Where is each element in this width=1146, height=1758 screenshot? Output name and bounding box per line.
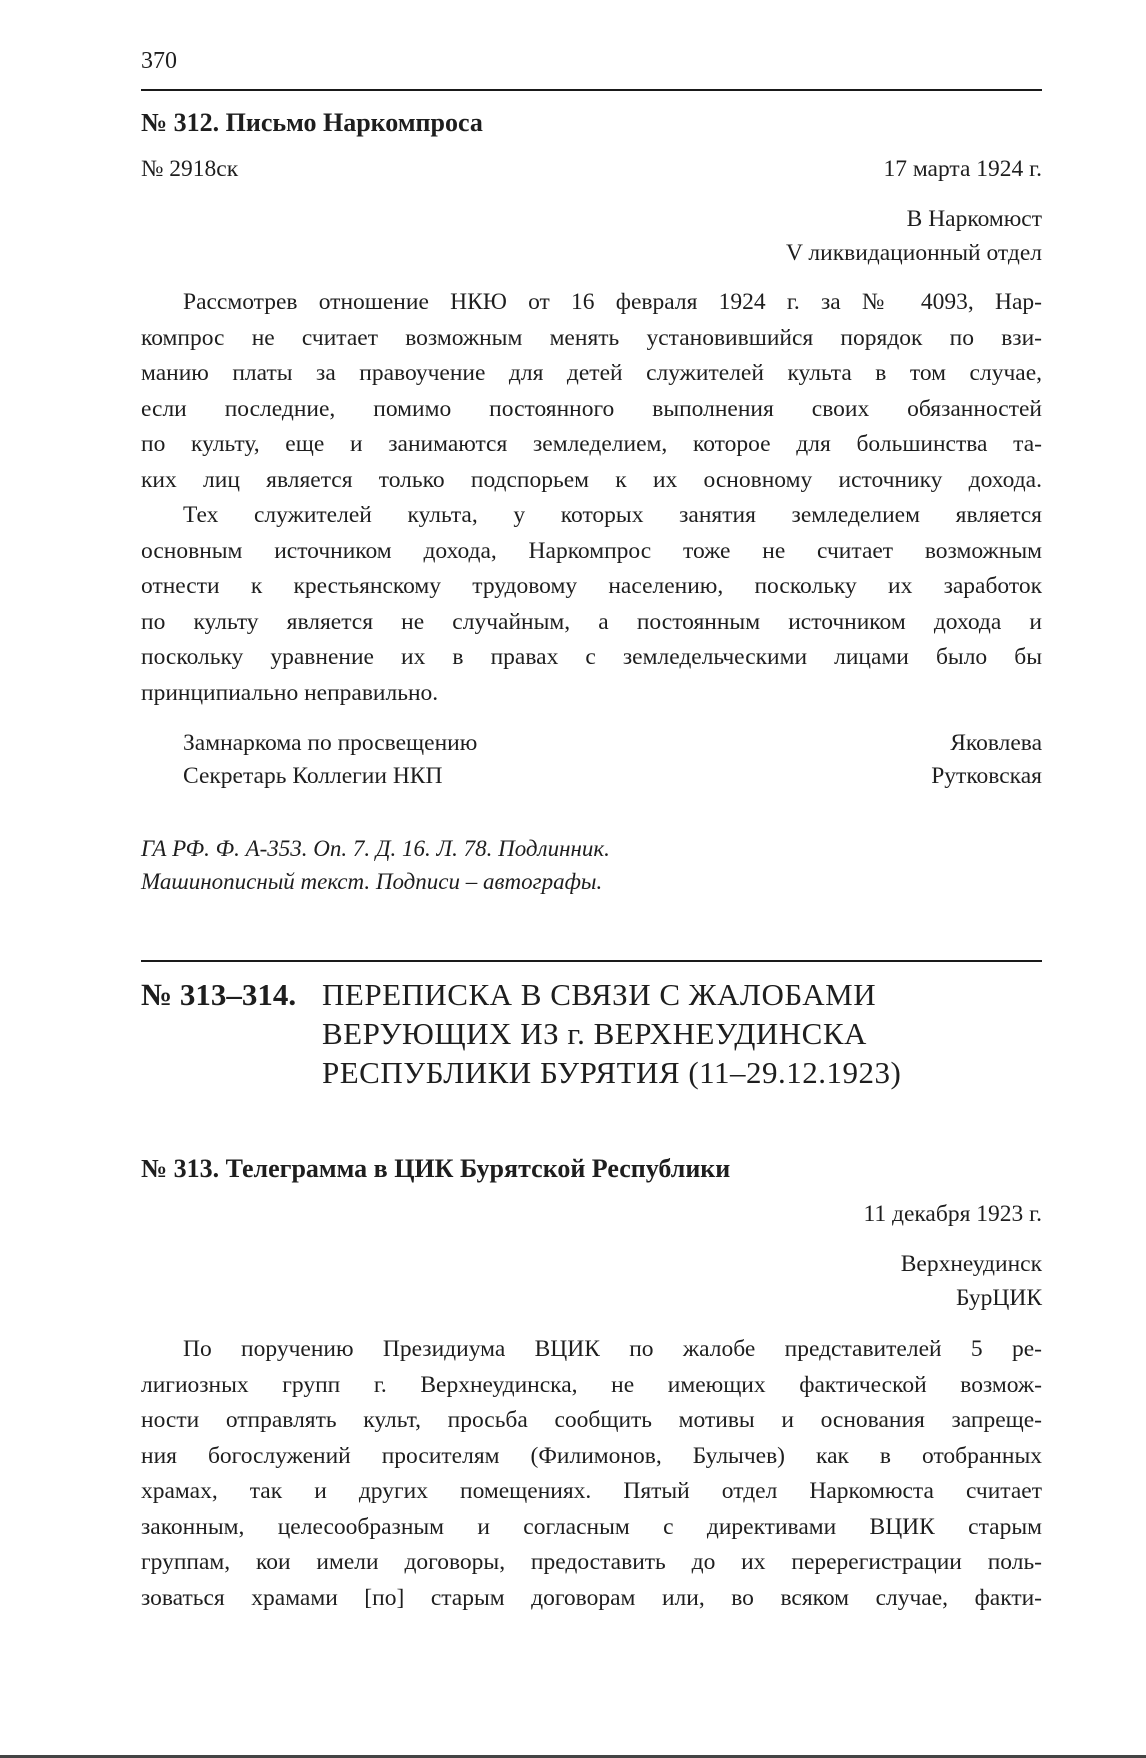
text-line: зоваться храмами [по] старым договорам или, во всяком случае, факти-	[141, 1584, 1042, 1611]
text-line: Рассмотрев отношение НКЮ от 16 февраля 1924 г. за № 4093, Нар-	[183, 289, 1042, 315]
text-line: лигиозных групп г. Верхнеудинска, не имеющих фактической возмож-	[141, 1371, 1042, 1398]
text-line: по культу является не случайным, а постоянным источником дохода и	[141, 608, 1042, 635]
text-line: группам, кои имели договоры, предоставить до их перерегистрации поль-	[141, 1549, 1042, 1575]
page-number: 370	[141, 48, 177, 74]
doc-312-addressee-line-1: В Наркомюст	[906, 206, 1042, 232]
signature-row-2	[183, 763, 1042, 790]
collection-title-line: ВЕРУЮЩИХ ИЗ г. ВЕРХНЕУДИНСКА	[322, 1016, 867, 1051]
signature-row-1	[183, 730, 1042, 757]
text-line: компрос не считает возможным менять установившийся порядок по взи-	[141, 324, 1042, 351]
text-line: храмах, так и других помещениях. Пятый отдел Наркомюста считает	[141, 1478, 1042, 1504]
text-line: основным источником дохода, Наркомпрос тоже не считает возможным	[141, 537, 1042, 564]
text-line: манию платы за правоучение для детей служителей культа в том случае,	[141, 360, 1042, 386]
archival-note	[141, 832, 610, 898]
text-line: По поручению Президиума ВЦИК по жалобе представителей 5 ре-	[183, 1336, 1042, 1362]
doc-312-date: 17 марта 1924 г.	[883, 156, 1042, 182]
doc-312-heading: № 312. Письмо Наркомпроса	[141, 108, 483, 137]
header-rule	[141, 89, 1042, 91]
signature-title: Секретарь Коллегии НКП	[183, 763, 443, 789]
text-line: если последние, помимо постоянного выполнения своих обязанностей	[141, 395, 1042, 422]
collection-title-line: РЕСПУБЛИКИ БУРЯТИЯ (11–29.12.1923)	[322, 1055, 902, 1090]
text-line: поскольку уравнение их в правах с земледельческими лицами было бы	[141, 644, 1042, 670]
text-line: принципиально неправильно.	[141, 679, 439, 706]
collection-number: № 313–314.	[141, 977, 297, 1012]
archival-note-line: Машинописный текст. Подписи – автографы.	[141, 869, 603, 894]
doc-312-paragraph-1	[141, 285, 1042, 498]
section-rule	[141, 960, 1042, 962]
collection-title-line: ПЕРЕПИСКА В СВЯЗИ С ЖАЛОБАМИ	[322, 977, 877, 1012]
text-line: Тех служителей культа, у которых занятия земледелием является	[183, 502, 1042, 528]
doc-312-meta-row	[141, 152, 1042, 188]
text-line: законным, целесообразным и согласным с директивами ВЦИК старым	[141, 1513, 1042, 1540]
doc-313-addressee-line-2: БурЦИК	[955, 1285, 1042, 1311]
text-line: ности отправлять культ, просьба сообщить мотивы и основания запреще-	[141, 1407, 1042, 1433]
doc-313-heading: № 313. Телеграмма в ЦИК Бурятской Республики	[141, 1154, 731, 1183]
text-line: ких лиц является только подспорьем к их основному источнику дохода.	[141, 466, 1042, 493]
text-line: отнести к крестьянскому трудовому населению, поскольку их заработок	[141, 573, 1042, 599]
doc-312-addressee-line-2: V ликвидационный отдел	[785, 240, 1042, 266]
doc-312-paragraph-2	[141, 498, 1042, 711]
doc-313-date: 11 декабря 1923 г.	[863, 1201, 1042, 1227]
collection-title	[322, 975, 901, 1092]
doc-313-addressee-line-1: Верхнеудинск	[900, 1251, 1042, 1277]
text-line: ния богослужений просителям (Филимонов, Булычев) как в отобранных	[141, 1442, 1042, 1469]
signature-name: Рутковская	[931, 763, 1042, 789]
doc-312-ref-number: № 2918ск	[141, 156, 239, 182]
text-line: по культу, еще и занимаются земледелием, которое для большинства та-	[141, 431, 1042, 457]
signature-title: Замнаркома по просвещению	[183, 730, 478, 756]
archival-note-line: ГА РФ. Ф. А-353. Оп. 7. Д. 16. Л. 78. Подлинник.	[141, 836, 610, 861]
doc-313-paragraph-1	[141, 1332, 1042, 1616]
signature-name: Яковлева	[950, 730, 1042, 756]
